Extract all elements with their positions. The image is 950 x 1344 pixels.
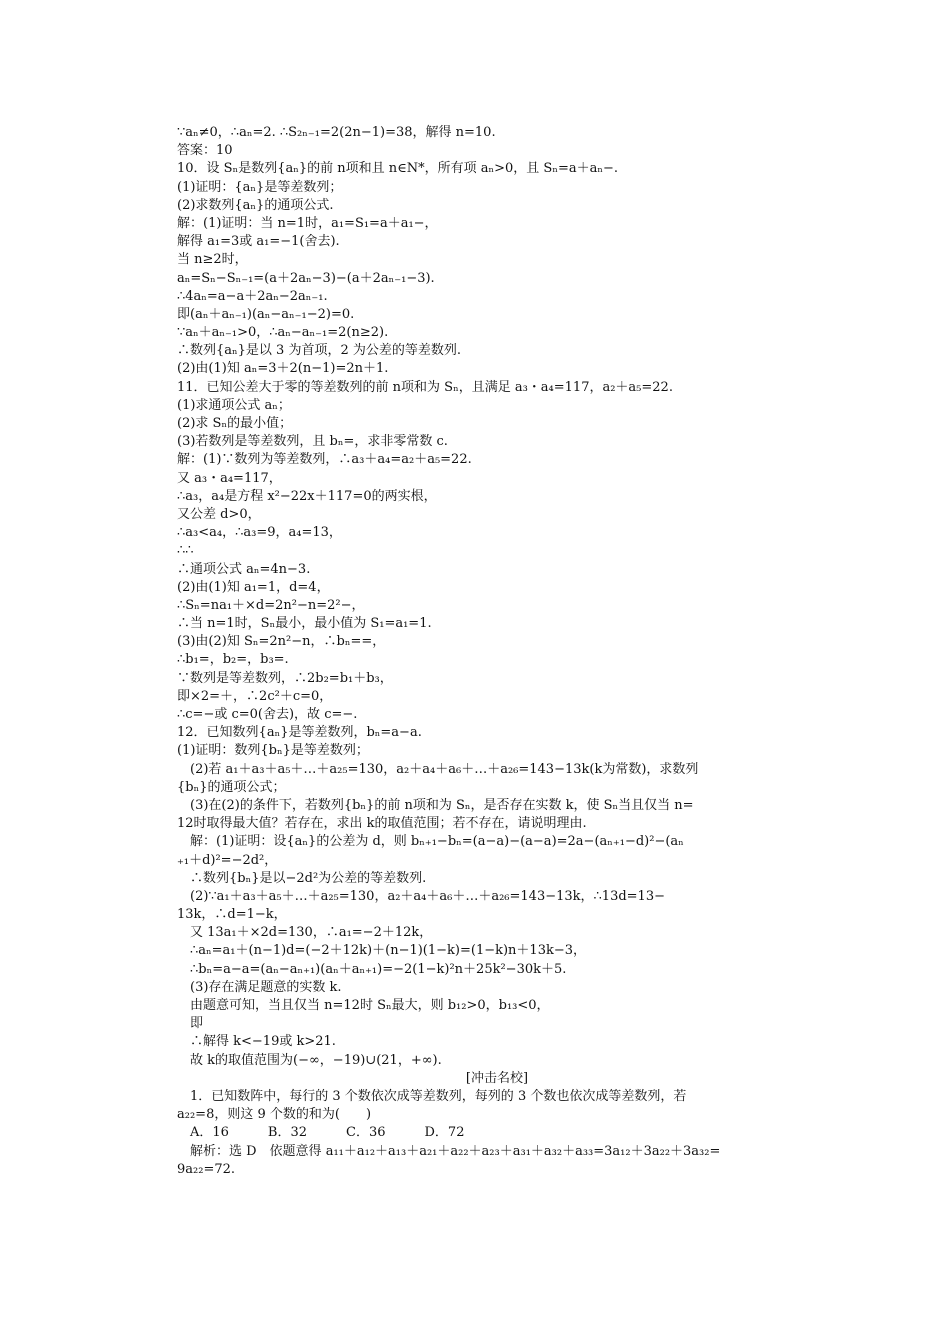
text-line: (2)∵a₁＋a₃＋a₅＋…＋a₂₅=130，a₂＋a₄＋a₆＋…＋a₂₆=143−13k，∴13d=13−	[190, 888, 665, 904]
text-line: (3)在(2)的条件下，若数列{bₙ}的前 n项和为 Sₙ，是否存在实数 k，使 Sₙ当且仅当 n=	[190, 797, 694, 813]
text-line: 解：(1)证明：当 n=1时，a₁=S₁=a＋a₁−，	[177, 215, 438, 231]
text-line: 又 13a₁＋×2d=130，∴a₁=−2＋12k，	[190, 925, 433, 941]
text-line: 故 k的取值范围为(−∞，−19)∪(21，+∞).	[190, 1052, 442, 1068]
text-line: 12时取得最大值？若存在，求出 k的取值范围；若不存在，请说明理由.	[177, 816, 587, 832]
text-line: 9a₂₂=72.	[177, 1161, 236, 1177]
text-line: ∵aₙ＋aₙ₋₁>0，∴aₙ−aₙ₋₁=2(n≥2).	[177, 325, 389, 341]
text-line: ₊₁＋d)²=−2d²，	[177, 852, 278, 868]
document-body	[177, 124, 817, 1179]
text-line: 解：(1)证明：设{aₙ}的公差为 d，则 bₙ₊₁−bₙ=(a−a)−(a−a)=2a−(aₙ₊₁−d)²−(aₙ	[190, 834, 684, 850]
text-line: A．16 B．32 C．36 D．72	[190, 1125, 465, 1141]
text-line: (3)若数列是等差数列，且 bₙ=，求非零常数 c.	[177, 434, 448, 450]
text-line: 13k，∴d=1−k，	[177, 907, 287, 923]
text-line: (1)证明：数列{bₙ}是等差数列；	[177, 743, 369, 759]
text-line: 即	[190, 1016, 204, 1032]
text-line: ∴通项公式 aₙ=4n−3.	[177, 561, 311, 577]
text-line: (2)若 a₁＋a₃＋a₅＋…＋a₂₅=130，a₂＋a₄＋a₆＋…＋a₂₆=143−13k(k为常数)，求数列	[190, 761, 699, 777]
text-line: 1．已知数阵中，每行的 3 个数依次成等差数列，每列的 3 个数也依次成等差数列，若	[190, 1088, 687, 1104]
text-line: (2)由(1)知 aₙ=3＋2(n−1)=2n＋1.	[177, 361, 389, 377]
text-line: ∴aₙ=a₁＋(n−1)d=(−2＋12k)＋(n−1)(1−k)=(1−k)n＋13k−3，	[190, 943, 587, 959]
text-line: ∴解得 k<−19或 k>21.	[190, 1034, 336, 1050]
text-line: (3)存在满足题意的实数 k.	[190, 979, 342, 995]
text-line: ∴a₃，a₄是方程 x²−22x＋117=0的两实根，	[177, 488, 437, 504]
text-line: (2)求数列{aₙ}的通项公式.	[177, 197, 334, 213]
text-line: {bₙ}的通项公式；	[177, 779, 286, 795]
text-line: ∵数列是等差数列，∴2b₂=b₁＋b₃，	[177, 670, 393, 686]
section-heading: [冲击名校]	[465, 1070, 529, 1086]
text-line: ∴c=−或 c=0(舍去)，故 c=−.	[177, 707, 358, 722]
text-line: 即(aₙ＋aₙ₋₁)(aₙ−aₙ₋₁−2)=0.	[177, 306, 355, 322]
text-line: 又公差 d>0，	[177, 506, 261, 522]
text-line: 12．已知数列{aₙ}是等差数列，bₙ=a−a.	[177, 725, 422, 741]
text-line: ∴数列{aₙ}是以 3 为首项，2 为公差的等差数列.	[177, 343, 461, 359]
text-line: 11．已知公差大于零的等差数列的前 n项和为 Sₙ，且满足 a₃・a₄=117，a₂＋a₅=22.	[177, 379, 673, 395]
text-line: ∴数列{bₙ}是以−2d²为公差的等差数列.	[190, 870, 427, 886]
text-line: ∴∴	[177, 543, 194, 559]
text-line: (3)由(2)知 Sₙ=2n²−n，∴bₙ==，	[177, 634, 386, 650]
text-line: 答案：10	[177, 143, 233, 159]
text-line: 由题意可知，当且仅当 n=12时 Sₙ最大，则 b₁₂>0，b₁₃<0，	[190, 998, 550, 1013]
text-line: ∴当 n=1时，Sₙ最小，最小值为 S₁=a₁=1.	[177, 616, 432, 632]
text-line: 解：(1)∵数列为等差数列，∴a₃＋a₄=a₂＋a₅=22.	[177, 452, 472, 468]
text-line: (2)由(1)知 a₁=1，d=4，	[177, 579, 330, 595]
text-line: a₂₂=8，则这 9 个数的和为( )	[177, 1107, 372, 1123]
text-line: ∴Sₙ=na₁＋×d=2n²−n=2²−，	[177, 597, 365, 613]
text-line: 当 n≥2时，	[177, 252, 248, 268]
text-line: ∴bₙ=a−a=(aₙ−aₙ₊₁)(aₙ＋aₙ₊₁)=−2(1−k)²n＋25k²−30k＋5.	[190, 961, 567, 977]
text-line: 解得 a₁=3或 a₁=−1(舍去).	[177, 234, 340, 250]
text-line: (1)求通项公式 aₙ；	[177, 397, 291, 413]
text-line: ∴b₁=，b₂=，b₃=.	[177, 652, 289, 668]
text-line: ∴a₃<a₄，∴a₃=9，a₄=13，	[177, 525, 342, 541]
text-line: ∵aₙ≠0，∴aₙ=2. ∴S₂ₙ₋₁=2(2n−1)=38，解得 n=10.	[177, 125, 496, 140]
text-line: 即×2=＋，∴2c²＋c=0，	[177, 688, 333, 704]
text-line: 10．设 Sₙ是数列{aₙ}的前 n项和且 n∈N*，所有项 aₙ>0，且 Sₙ=a＋aₙ−.	[177, 161, 619, 177]
text-line: 解析：选 D 依题意得 a₁₁＋a₁₂＋a₁₃＋a₂₁＋a₂₂＋a₂₃＋a₃₁＋a₃₂＋a₃₃=3a₁₂＋3a₂₂＋3a₃₂=	[190, 1143, 721, 1159]
text-line: (2)求 Sₙ的最小值；	[177, 416, 293, 431]
text-line: ∴4aₙ=a−a＋2aₙ−2aₙ₋₁.	[177, 288, 328, 304]
text-line: (1)证明：{aₙ}是等差数列；	[177, 179, 343, 195]
text-line: 又 a₃・a₄=117，	[177, 470, 282, 486]
text-line: aₙ=Sₙ−Sₙ₋₁=(a＋2aₙ−3)−(a＋2aₙ₋₁−3).	[177, 270, 435, 286]
